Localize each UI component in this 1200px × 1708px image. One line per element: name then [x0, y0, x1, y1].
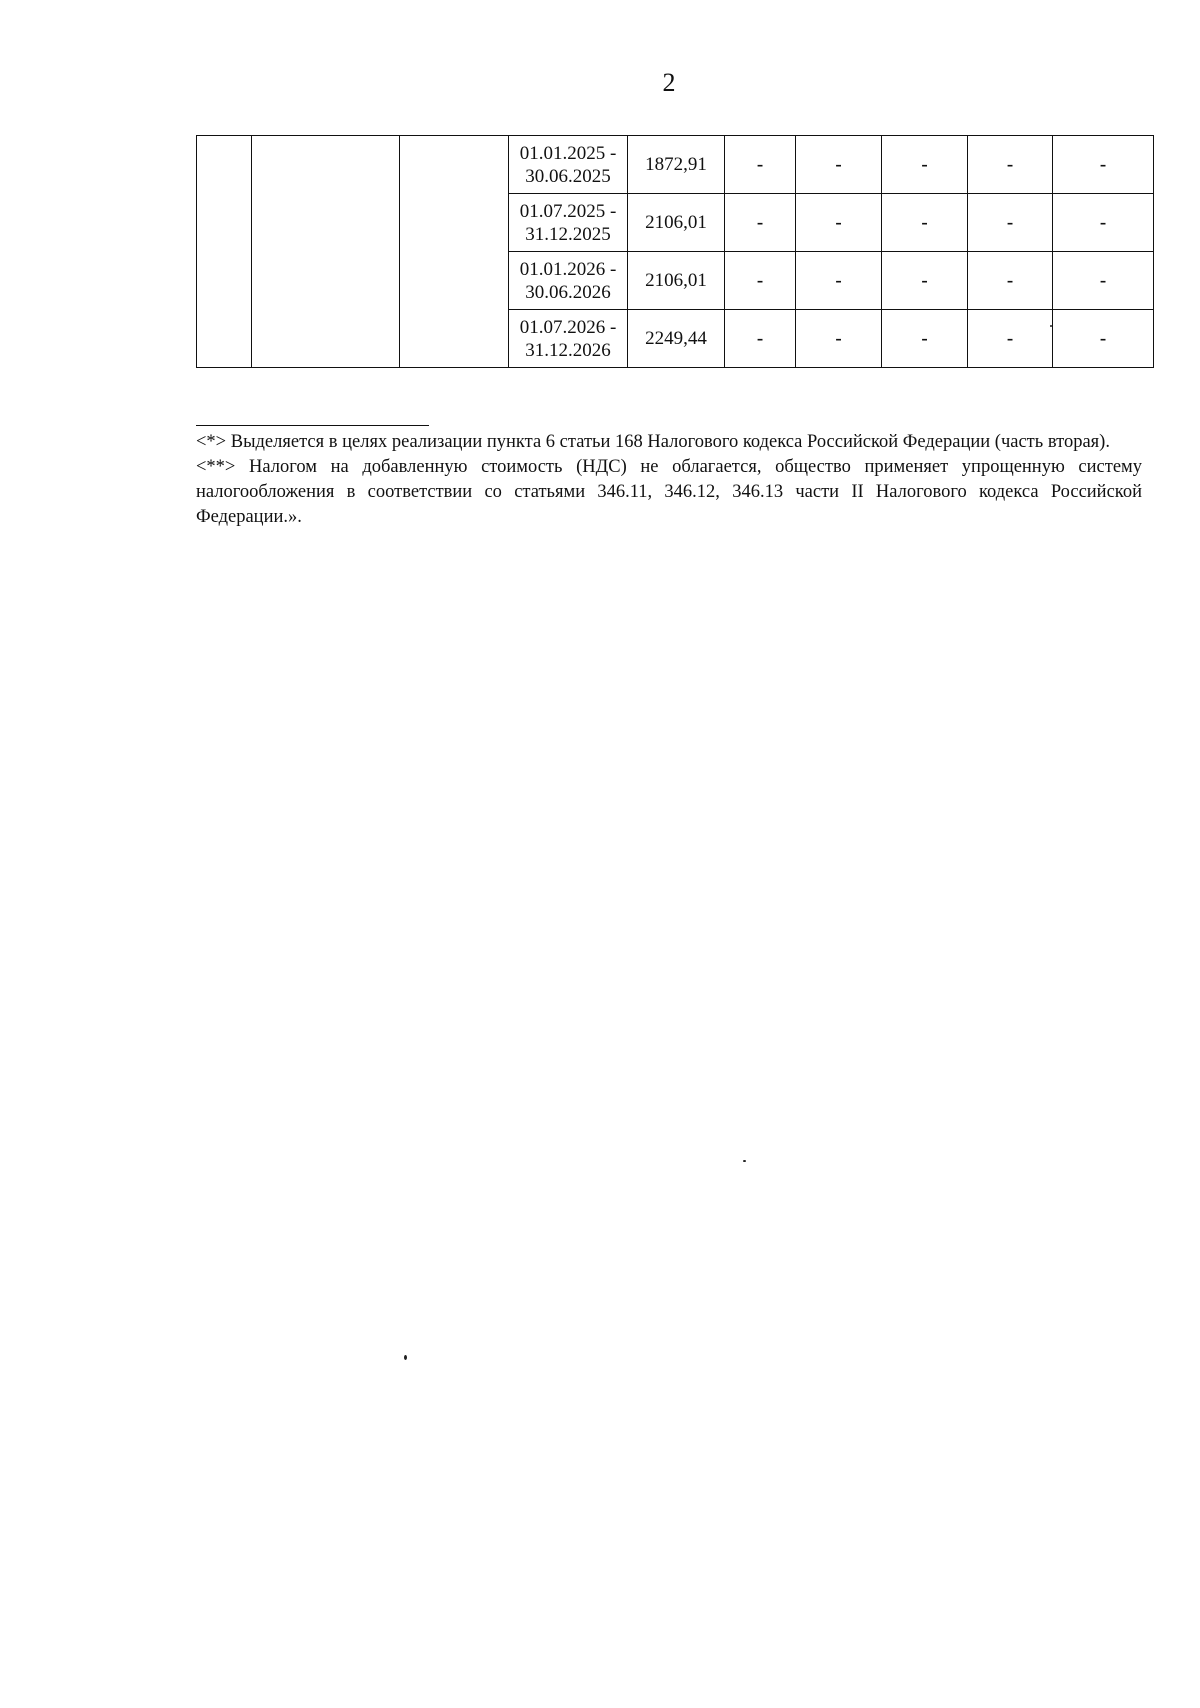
dash-cell: -	[882, 194, 968, 252]
dash-cell: -	[725, 136, 796, 194]
dash-cell: -	[796, 310, 882, 368]
empty-cell-category	[400, 136, 509, 368]
scan-speck	[1050, 325, 1052, 327]
dash-cell: -	[1053, 310, 1154, 368]
dash-cell: -	[796, 252, 882, 310]
period-from: 01.01.2025 -	[519, 142, 617, 164]
table-row	[197, 136, 1154, 194]
dash-cell: -	[725, 252, 796, 310]
scan-speck	[743, 1160, 746, 1162]
period-from: 01.07.2025 -	[519, 200, 617, 222]
period-cell	[509, 252, 628, 310]
period-from: 01.01.2026 -	[519, 258, 617, 280]
dash-cell: -	[882, 310, 968, 368]
period-cell	[509, 310, 628, 368]
tariff-value: 2106,01	[628, 194, 725, 252]
dash-cell: -	[968, 136, 1053, 194]
page-number: 2	[662, 68, 676, 97]
period-to: 30.06.2025	[525, 165, 611, 187]
dash-cell: -	[796, 136, 882, 194]
dash-cell: -	[968, 310, 1053, 368]
period-cell	[509, 136, 628, 194]
tariff-value: 2249,44	[628, 310, 725, 368]
footnote-vat-exemption: <**> Налогом на добавленную стоимость (НДС) не облагается, общество применяет упрощенную систему налогообложения в соответствии со статьями 346.11, 346.12, 346.13 части II Налогового кодекса Российской Федерации.».	[196, 457, 1142, 527]
dash-cell: -	[1053, 136, 1154, 194]
dash-cell: -	[882, 252, 968, 310]
tariff-table	[196, 135, 1154, 368]
dash-cell: -	[796, 194, 882, 252]
period-to: 31.12.2025	[525, 223, 611, 245]
dash-cell: -	[882, 136, 968, 194]
dash-cell: -	[1053, 194, 1154, 252]
footnote-vat-allocation: <*> Выделяется в целях реализации пункта 6 статьи 168 Налогового кодекса Российской Федерации (часть вторая).	[196, 432, 1110, 452]
dash-cell: -	[1053, 252, 1154, 310]
empty-cell-organization	[252, 136, 400, 368]
period-to: 30.06.2026	[525, 281, 611, 303]
empty-cell-number	[197, 136, 252, 368]
footnotes	[196, 430, 1142, 530]
dash-cell: -	[968, 252, 1053, 310]
tariff-value: 1872,91	[628, 136, 725, 194]
dash-cell: -	[725, 310, 796, 368]
footnote-separator	[196, 425, 429, 426]
dash-cell: -	[725, 194, 796, 252]
tariff-value: 2106,01	[628, 252, 725, 310]
period-from: 01.07.2026 -	[519, 316, 617, 338]
dash-cell: -	[968, 194, 1053, 252]
period-cell	[509, 194, 628, 252]
period-to: 31.12.2026	[525, 339, 611, 361]
scan-speck	[404, 1355, 407, 1360]
